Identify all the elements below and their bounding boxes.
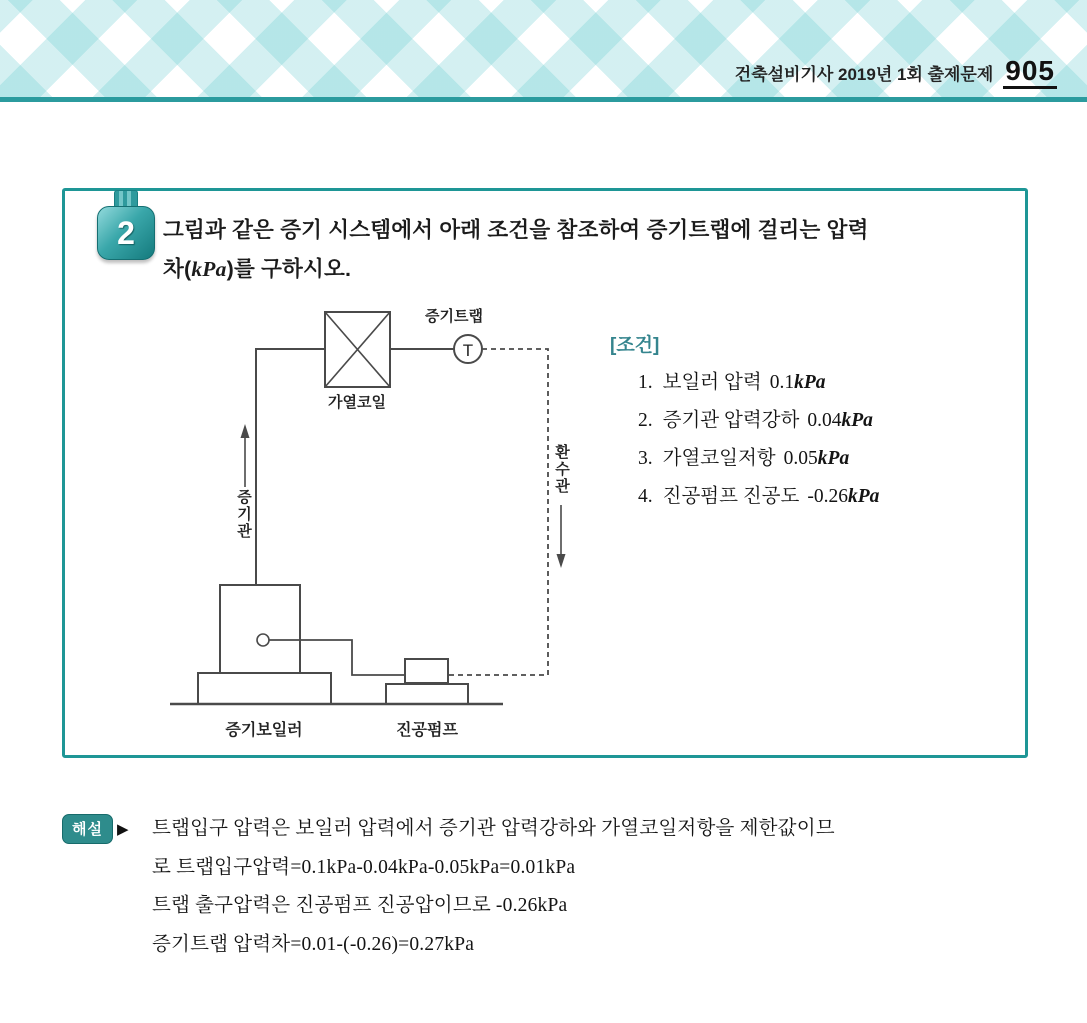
kpa-unit: kPa (817, 448, 850, 469)
heating-coil-label: 가열코일 (328, 394, 386, 411)
kpa-unit: kPa (847, 486, 880, 507)
explanation-badge (62, 814, 129, 844)
question-number: 2 (117, 214, 135, 251)
condition-item-4: 4. 진공펌프 진공도 -0.26kPa (638, 486, 880, 507)
boiler-body (220, 585, 300, 675)
boiler-label: 증기보일러 (225, 722, 303, 739)
badge-body (97, 206, 155, 260)
page-number: 905 (1003, 57, 1057, 89)
vacuum-pump-label: 진공펌프 (396, 722, 458, 739)
vacuum-pump-body (405, 659, 448, 683)
steam-trap-label: 증기트랩 (425, 308, 483, 325)
explanation-badge-pill: 해설 (62, 814, 113, 844)
vacuum-pump-base (386, 684, 468, 704)
kpa-unit: kPa (191, 257, 227, 281)
question-text-line2: 차(kPa)를 구하시오. (163, 257, 352, 281)
explanation-line-1: 트랩입구 압력은 보일러 압력에서 증기관 압력강하와 가열코일저항을 제한값이므 (152, 818, 835, 839)
steam-pipe-line (256, 349, 325, 585)
header-title: 건축설비기사 2019년 1회 출제문제 (734, 65, 994, 84)
header-text (735, 57, 1057, 89)
return-flow-arrow-head (557, 554, 566, 568)
condition-item-1: 1. 보일러 압력 0.1kPa (638, 372, 826, 393)
kpa-unit: kPa (794, 372, 826, 393)
steam-pipe-label: 증기관 (235, 489, 252, 540)
steam-flow-arrow-head (241, 424, 250, 438)
question-text (163, 211, 1033, 289)
return-pipe-label: 환수관 (553, 444, 570, 495)
condition-item-2: 2. 증기관 압력강하 0.04kPa (638, 410, 873, 431)
condition-item-3: 3. 가열코일저항 0.05kPa (638, 448, 850, 469)
return-pipe-dashed-line (448, 349, 548, 675)
conditions-heading: [조건] (610, 335, 660, 356)
question-number-badge (97, 176, 155, 262)
boiler-gauge-icon (257, 634, 269, 646)
explanation-line-4: 증기트랩 압력차=0.01-(-0.26)=0.27kPa (152, 933, 475, 955)
explanation-line-3: 트랩 출구압력은 진공펌프 진공압이므로 -0.26kPa (152, 895, 568, 916)
boiler-base (198, 673, 331, 704)
question-text-line1: 그림과 같은 증기 시스템에서 아래 조건을 참조하여 증기트랩에 걸리는 압력 (163, 218, 869, 242)
header-checkered-band (0, 0, 1087, 102)
kpa-unit: kPa (841, 410, 873, 431)
conditions-block (610, 330, 1010, 516)
explanation-text (152, 810, 1052, 964)
steam-trap-letter: T (462, 341, 474, 360)
triangle-arrow-icon: ▶ (116, 820, 129, 838)
explanation-line-2: 로 트랩입구압력=0.1kPa-0.04kPa-0.05kPa=0.01kPa (152, 856, 576, 878)
